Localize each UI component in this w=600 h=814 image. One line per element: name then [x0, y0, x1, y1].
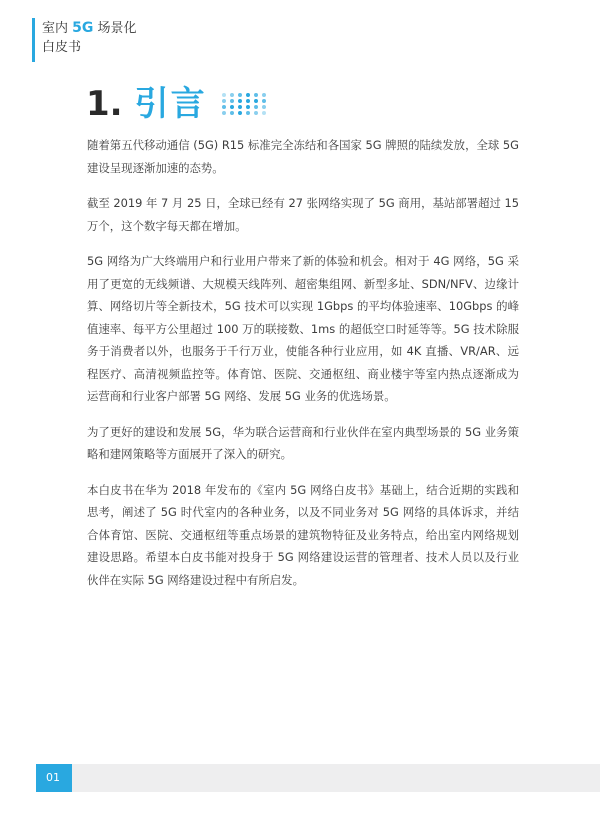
body-text [87, 134, 519, 604]
paragraph: 随着第五代移动通信 (5G) R15 标准完全冻结和各国家 5G 牌照的陆续发放，全球 5G 建设呈现逐渐加速的态势。 [87, 138, 519, 175]
paragraph: 为了更好的建设和发展 5G，华为联合运营商和行业伙伴在室内典型场景的 5G 业务策略和建网策略等方面展开了深入的研究。 [87, 424, 519, 461]
dot-grid-icon [221, 92, 269, 116]
paragraph: 截至 2019 年 7 月 25 日，全球已经有 27 张网络实现了 5G 商用，基站部署超过 15 万个，这个数字每天都在增加。 [87, 196, 519, 233]
section-title: 引言 [134, 84, 207, 124]
series-title-5g: 5G [72, 20, 94, 36]
footer-band [72, 764, 600, 792]
page-footer [0, 764, 600, 792]
document-type-label: 白皮书 [42, 40, 82, 55]
page-number: 01 [36, 764, 72, 792]
section-heading [86, 82, 269, 126]
header-accent-bar [32, 18, 35, 62]
document-series-title [42, 18, 137, 39]
paragraph: 5G 网络为广大终端用户和行业用户带来了新的体验和机会。相对于 4G 网络，5G 采用了更宽的无线频谱、大规模天线阵列、超密集组网、新型多址、SDN/NFV、边缘计算、网络切片等全新技术，5G 技术可以实现 1Gbps 的平均体验速率、10Gbps 的峰值速率、每平方公里超过 100 万的联接数、1ms 的超低空口时延等等。5G 技术除服务于消费者以外，也服务于千行万业，使能各种行业应用，如 4K 直播、VR/AR、远程医疗、高清视频监控等。体育馆、医院、交通枢纽、商业楼宇等室内热点逐渐成为运营商和行业客户部署 5G 网络、发展 5G 业务的优选场景。 [87, 254, 519, 403]
series-title-prefix: 室内 [42, 21, 73, 36]
section-number: 1. [86, 84, 123, 124]
paragraph: 本白皮书在华为 2018 年发布的《室内 5G 网络白皮书》基础上，结合近期的实践和思考，阐述了 5G 时代室内的各种业务，以及不同业务对 5G 网络的具体诉求，并结合体育馆、医院、交通枢纽等重点场景的建筑物特征及业务特点，给出室内网络规划建设思路。希望本白皮书能对投身于 5G 网络建设运营的管理者、技术人员以及行业伙伴在实际 5G 网络建设过程中有所启发。 [87, 482, 519, 587]
series-title-suffix: 场景化 [93, 21, 137, 36]
